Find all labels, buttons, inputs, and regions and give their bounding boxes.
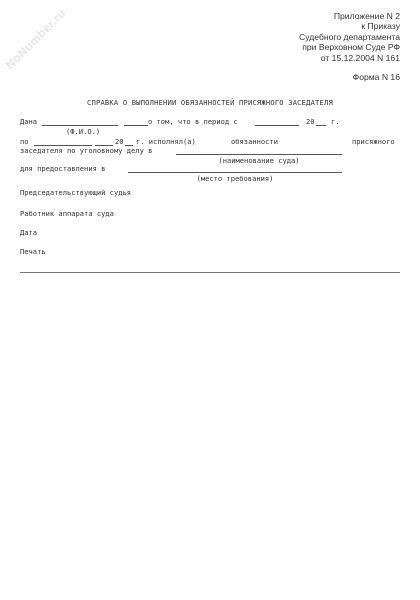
year-suffix-1: г. — [331, 117, 340, 126]
presiding-judge-label: Председательствующий судья — [20, 188, 132, 197]
document-title: СПРАВКА О ВЫПОЛНЕНИИ ОБЯЗАННОСТЕЙ ПРИСЯЖНОГО ЗАСЕДАТЕЛЯ — [87, 98, 333, 107]
duties-label: обязанности — [231, 137, 278, 146]
appendix-header — [200, 11, 400, 63]
appendix-line: от 15.12.2004 N 161 — [320, 52, 400, 63]
appendix-line: Приложение N 2 — [333, 11, 400, 21]
form-number: Форма N 16 — [352, 72, 400, 82]
year-prefix-1: 20 — [306, 117, 315, 126]
place-label: (место требования) — [196, 174, 274, 183]
fio-label: (Ф.И.О.) — [66, 127, 101, 136]
watermark: NoNumber.ru — [2, 6, 69, 72]
appendix-line: Судебного департамента — [299, 31, 400, 42]
date-from-blank — [255, 125, 299, 126]
word-to: по — [20, 137, 29, 146]
word-period-from: о том, что в период с — [148, 117, 238, 126]
fio-blank — [42, 125, 118, 126]
provide-to-label: для предоставления в — [20, 164, 106, 173]
bottom-divider — [20, 272, 400, 273]
fio-blank-2 — [124, 125, 148, 126]
date-label: Дата — [20, 228, 38, 237]
juror-label: присяжного — [352, 137, 395, 146]
court-staff-label: Работник аппарата суда — [20, 209, 114, 218]
seal-label: Печать — [20, 247, 46, 256]
appendix-line: к Приказу — [361, 21, 400, 32]
year-prefix-2: 20 — [115, 137, 124, 146]
court-name-label: (наименование суда) — [218, 156, 300, 165]
appendix-line: при Верховном Суде РФ — [302, 42, 400, 53]
court-name-blank — [176, 154, 342, 155]
criminal-case-label: заседателя по уголовному делу в — [20, 146, 153, 155]
performed-label: г. исполнял(а) — [136, 137, 196, 146]
year-blank-1 — [316, 125, 326, 126]
place-blank — [128, 172, 342, 173]
word-issued: Дана — [20, 117, 38, 126]
